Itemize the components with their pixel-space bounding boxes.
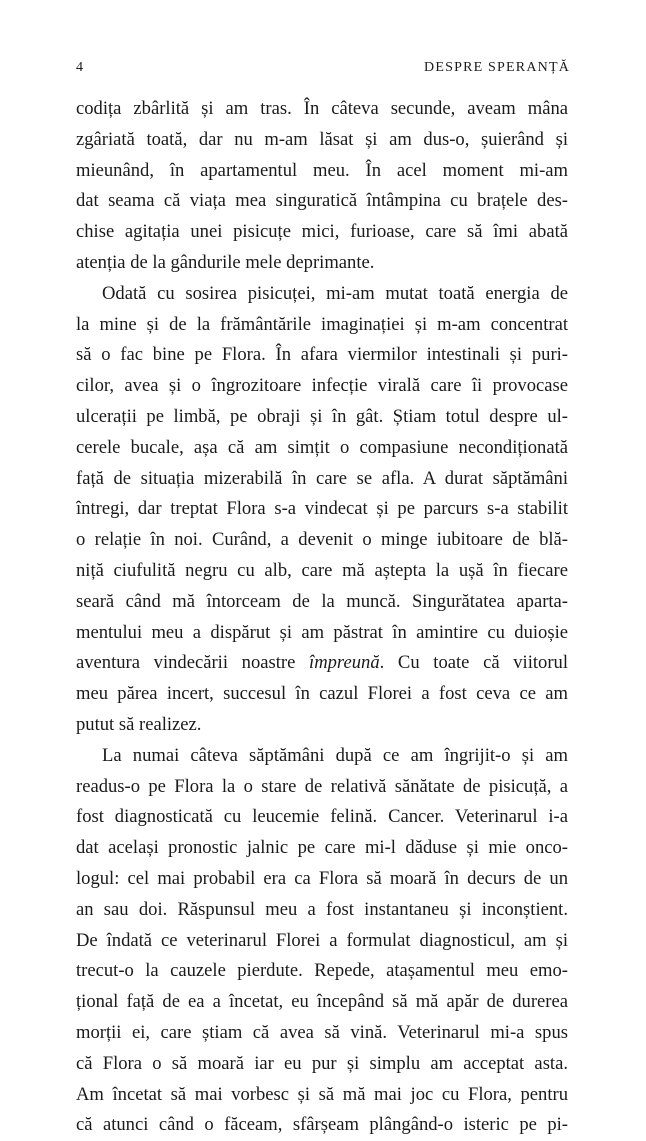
- text-line: De îndată ce veterinarul Florei a formulat diagnosticul, am și: [76, 929, 568, 951]
- text-line: zgâriată toată, dar nu m-am lăsat și am dus-o, șuierând și: [76, 128, 568, 150]
- text-line: logul: cel mai probabil era ca Flora să moară în decurs de un: [76, 867, 568, 889]
- text-line: Am încetat să mai vorbesc și să mă mai joc cu Flora, pentru: [76, 1083, 568, 1105]
- text-line: fost diagnosticată cu leucemie felină. Cancer. Veterinarul i-a: [76, 806, 568, 828]
- text-line: putut să realizez.: [76, 713, 202, 735]
- text-line: ulcerații pe limbă, pe obraji și în gât. Știam totul despre ul-: [76, 405, 568, 427]
- text-line: trecut-o la cauzele pierdute. Repede, atașamentul meu emo-: [76, 960, 568, 982]
- text-line: atenția de la gândurile mele deprimante.: [76, 251, 375, 273]
- page-header: [76, 60, 570, 84]
- text-line: mieunând, în apartamentul meu. În acel moment mi-am: [76, 159, 568, 181]
- text-line: Odată cu sosirea pisicuței, mi-am mutat toată energia de: [102, 282, 568, 304]
- text-line: la mine și de la frământările imaginației și m-am concentrat: [76, 313, 568, 335]
- text-line: an sau doi. Răspunsul meu a fost instantaneu și inconștient.: [76, 898, 568, 920]
- text-line: față de situația mizerabilă în care se afla. A durat săptămâni: [76, 467, 568, 489]
- text-line: La numai câteva săptămâni după ce am îngrijit-o și am: [102, 744, 568, 766]
- text-line: meu părea incert, succesul în cazul Florei a fost ceva ce am: [76, 683, 568, 705]
- body-text: [76, 94, 568, 1141]
- text-line: să o fac bine pe Flora. În afara viermilor intestinali și puri-: [76, 344, 568, 366]
- text-line: dat același pronostic jalnic pe care mi-l dăduse și mie onco-: [76, 837, 568, 859]
- text-line: codița zbârlită și am tras. În câteva secunde, aveam mâna: [76, 98, 568, 119]
- emphasis-word: împreună: [309, 652, 380, 674]
- text-line: o relație în noi. Curând, a devenit o minge iubitoare de blă-: [76, 529, 568, 551]
- text-line: chise agitația unei pisicuțe mici, furioase, care să îmi abată: [76, 221, 568, 243]
- text-line: întregi, dar treptat Flora s-a vindecat și pe parcurs s-a stabilit: [76, 498, 568, 520]
- text-line: readus-o pe Flora la o stare de relativă sănătate de pisicuță, a: [76, 775, 568, 797]
- text-line: morții ei, care știam că avea să vină. Veterinarul mi-a spus: [76, 1021, 568, 1043]
- text-line: mentului meu a dispărut și am păstrat în amintire cu duioșie: [76, 621, 568, 643]
- text-line: cilor, avea și o îngrozitoare infecție virală care îi provocase: [76, 375, 568, 397]
- text-line: că Flora o să moară iar eu pur și simplu am acceptat asta.: [76, 1052, 568, 1074]
- running-title: DESPRE SPERANȚĂ: [424, 60, 570, 75]
- text-line: niță ciufulită negru cu alb, care mă aștepta la ușă în fiecare: [76, 559, 568, 581]
- text-line-with-emphasis: [76, 648, 568, 679]
- text-line: că atunci când o făceam, sfârșeam plângând-o isteric pe pi-: [76, 1114, 568, 1136]
- text-segment: aventura vindecării noastre: [76, 652, 310, 674]
- text-segment: . Cu toate că viitorul: [379, 652, 568, 674]
- page-number: 4: [76, 60, 84, 75]
- text-line: dat seama că viața mea singuratică întâmpina cu brațele des-: [76, 190, 568, 212]
- text-line: seară când mă întorceam de la muncă. Singurătatea aparta-: [76, 590, 568, 612]
- text-line: cerele bucale, așa că am simțit o compasiune necondiționată: [76, 436, 568, 458]
- text-line: țional față de ea a încetat, eu începând să mă apăr de durerea: [76, 991, 568, 1013]
